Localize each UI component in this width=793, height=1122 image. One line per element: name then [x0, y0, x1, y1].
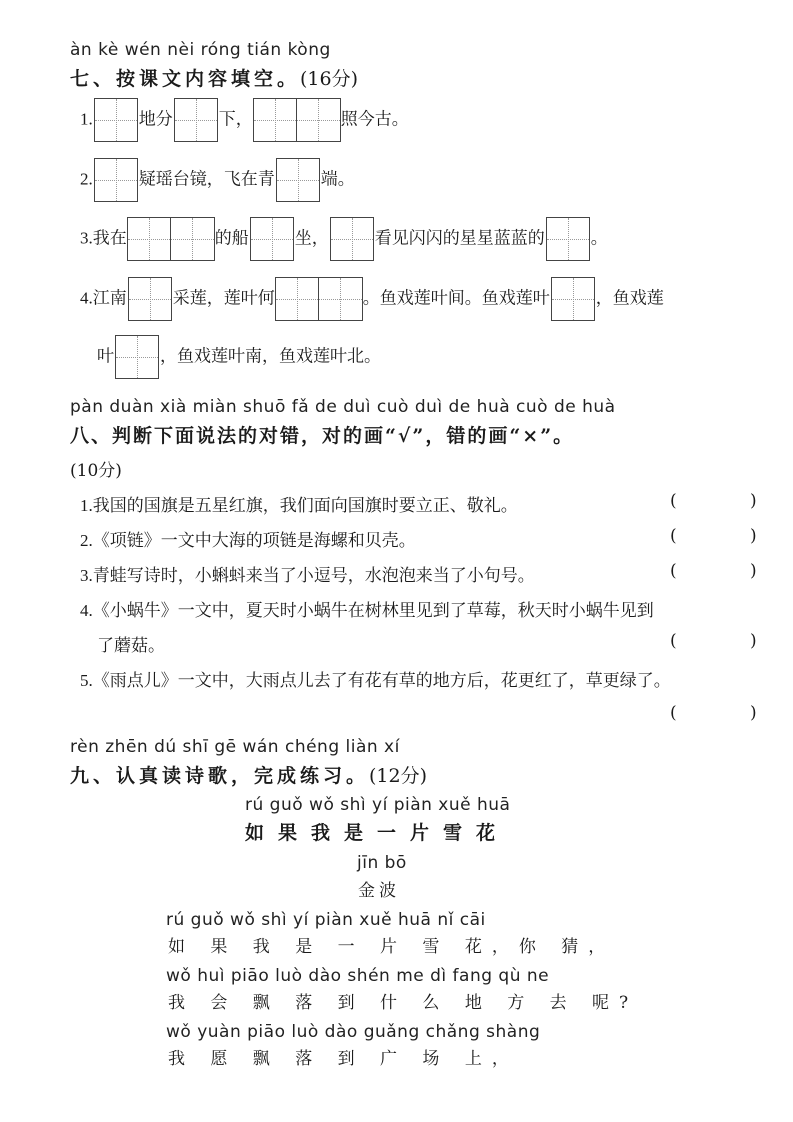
- item-text: 我在: [92, 228, 127, 249]
- poem-line-1: 如 果 我 是 一 片 雪 花，你 猜，: [168, 937, 616, 957]
- item-text: 地分: [138, 109, 173, 130]
- item-text: 照今古。: [340, 109, 409, 130]
- judge-item-4: [80, 596, 654, 621]
- item-text: 叶: [97, 346, 114, 367]
- blank-box[interactable]: [127, 217, 171, 261]
- fill-item-4: [80, 277, 664, 321]
- item-number: 2.: [80, 531, 93, 550]
- poem-author-pinyin: jīn bō: [357, 853, 407, 873]
- item-text: 看见闪闪的星星蓝蓝的: [374, 228, 545, 249]
- item-text: 。: [590, 228, 608, 249]
- section8-title: 八、判断下面说法的对错，对的画“√”，错的画“×”。: [70, 425, 575, 447]
- poem-title-pinyin: rú guǒ wǒ shì yí piàn xuě huā: [245, 795, 511, 815]
- item-text: 端。: [320, 169, 355, 190]
- section8-points: (10分): [70, 461, 122, 481]
- answer-parens[interactable]: ( ): [670, 703, 791, 723]
- item-text: 青蛙写诗时，小蝌蚪来当了小逗号，水泡泡来当了小句号。: [92, 566, 535, 586]
- item-text: 《项链》一文中大海的项链是海螺和贝壳。: [92, 531, 416, 551]
- item-text: ，鱼戏莲: [595, 288, 664, 309]
- item-text: 下，: [218, 109, 253, 130]
- blank-box[interactable]: [115, 335, 159, 379]
- poem-line-3-pinyin: wǒ yuàn piāo luò dào guǎng chǎng shàng: [166, 1022, 541, 1042]
- poem-author: 金波: [358, 881, 400, 901]
- blank-box[interactable]: [171, 217, 215, 261]
- fill-item-2: [80, 158, 355, 202]
- judge-item-5: [80, 666, 671, 691]
- blank-box[interactable]: [174, 98, 218, 142]
- item-number: 4.: [80, 601, 93, 620]
- blank-box[interactable]: [275, 277, 319, 321]
- judge-item-4-continued: 了蘑菇。: [97, 636, 165, 656]
- item-number: 3.: [80, 566, 93, 585]
- item-text: 的船: [214, 228, 249, 249]
- blank-box-group[interactable]: [253, 98, 341, 142]
- section9-points: (12分): [369, 765, 428, 787]
- item-number: 2.: [80, 169, 93, 189]
- poem-line-1-pinyin: rú guǒ wǒ shì yí piàn xuě huā nǐ cāi: [166, 910, 486, 930]
- blank-box[interactable]: [94, 158, 138, 202]
- judge-item-2: [80, 526, 416, 551]
- poem-line-3: 我 愿 飘 落 到 广 场 上，: [168, 1049, 519, 1069]
- poem-title: 如果我是一片雪花: [245, 822, 510, 844]
- blank-box[interactable]: [546, 217, 590, 261]
- blank-box[interactable]: [297, 98, 341, 142]
- item-text: 江南: [92, 288, 127, 309]
- section7-title: 七、按课文内容填空。: [70, 68, 301, 90]
- answer-parens[interactable]: ( ): [670, 631, 791, 651]
- item-text: 坐，: [294, 228, 329, 249]
- item-number: 3.: [80, 228, 93, 248]
- judge-item-3: [80, 561, 535, 586]
- answer-parens[interactable]: ( ): [670, 561, 791, 581]
- item-text: 疑瑶台镜，飞在青: [138, 169, 275, 190]
- blank-box[interactable]: [551, 277, 595, 321]
- item-text: 。鱼戏莲叶间。鱼戏莲叶: [362, 288, 550, 309]
- poem-line-2: 我 会 飘 落 到 什 么 地 方 去 呢?: [168, 993, 639, 1013]
- fill-item-3: [80, 217, 608, 261]
- blank-box[interactable]: [253, 98, 297, 142]
- item-text: 采莲，莲叶何: [172, 288, 275, 309]
- blank-box[interactable]: [250, 217, 294, 261]
- fill-item-1: [80, 98, 409, 142]
- item-text: 我国的国旗是五星红旗，我们面向国旗时要立正、敬礼。: [92, 496, 518, 516]
- judge-item-1: [80, 491, 518, 516]
- fill-item-4-continued: [97, 335, 381, 379]
- item-number: 1.: [80, 109, 93, 129]
- blank-box[interactable]: [94, 98, 138, 142]
- section7-points: (16分): [300, 68, 359, 90]
- blank-box[interactable]: [319, 277, 363, 321]
- item-number: 1.: [80, 496, 93, 515]
- blank-box[interactable]: [128, 277, 172, 321]
- poem-line-2-pinyin: wǒ huì piāo luò dào shén me dì fang qù ne: [166, 966, 550, 986]
- answer-parens[interactable]: ( ): [670, 526, 791, 546]
- section9-pinyin: rèn zhēn dú shī gē wán chéng liàn xí: [70, 737, 400, 757]
- blank-box-group[interactable]: [127, 217, 215, 261]
- item-text: 《小蜗牛》一文中，夏天时小蜗牛在树林里见到了草莓，秋天时小蜗牛见到: [92, 601, 654, 621]
- section9-title: 九、认真读诗歌，完成练习。: [70, 765, 370, 787]
- item-text: 《雨点儿》一文中，大雨点儿去了有花有草的地方后，花更红了，草更绿了。: [92, 671, 671, 691]
- blank-box[interactable]: [330, 217, 374, 261]
- section8-pinyin: pàn duàn xià miàn shuō fǎ de duì cuò duì de huà cuò de huà: [70, 397, 616, 417]
- item-number: 5.: [80, 671, 93, 690]
- blank-box[interactable]: [276, 158, 320, 202]
- section7-heading: [70, 64, 358, 91]
- item-text: ，鱼戏莲叶南，鱼戏莲叶北。: [160, 346, 381, 367]
- blank-box-group[interactable]: [275, 277, 363, 321]
- section9-heading: [70, 761, 427, 788]
- section7-pinyin: àn kè wén nèi róng tián kòng: [70, 40, 331, 60]
- answer-parens[interactable]: ( ): [670, 491, 791, 511]
- item-number: 4.: [80, 288, 93, 308]
